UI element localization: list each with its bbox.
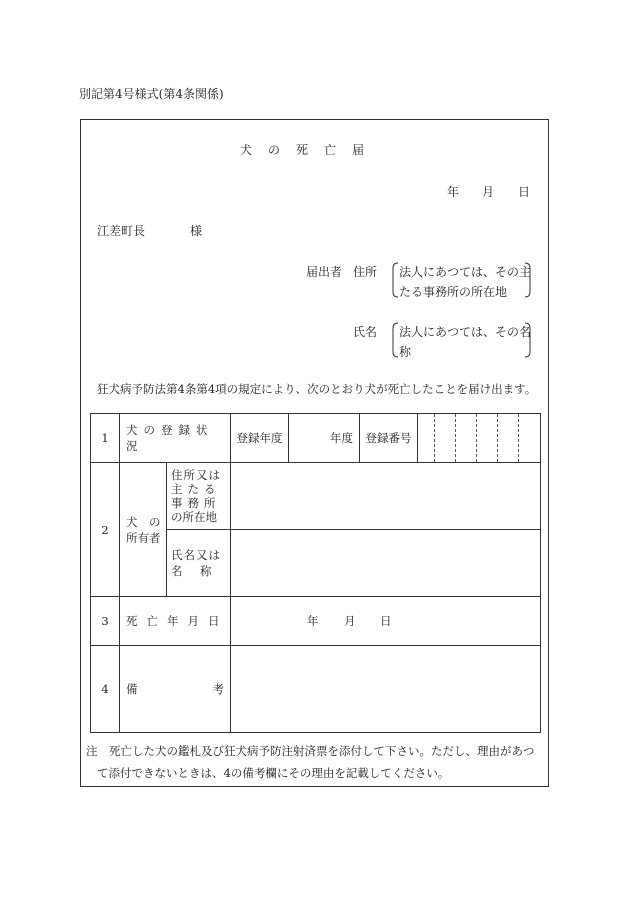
left-brace [391, 322, 399, 358]
row-number: 4 [91, 646, 120, 733]
applicant-address-label: 住所 [353, 265, 378, 279]
registration-number-label: 登録番号 [360, 414, 418, 463]
death-date-field[interactable] [231, 597, 541, 646]
address-label-line: 事務所 [171, 496, 221, 510]
table-row [91, 414, 541, 463]
digit-separator [518, 414, 519, 462]
death-date-label [120, 597, 231, 646]
address-label-line: 住所又は [171, 468, 221, 482]
death-day: 日 [380, 614, 392, 628]
right-brace [524, 322, 532, 358]
address-label-line: の所在地 [171, 510, 217, 524]
addressee-name: 江差町長 [97, 224, 146, 238]
remarks-label-right: 考 [212, 682, 224, 696]
table-row [91, 597, 541, 646]
name-label-line: 氏名又は [171, 548, 221, 562]
date-year: 年 [447, 185, 460, 199]
digit-separator [476, 414, 477, 462]
table-row [91, 463, 541, 530]
owner-label [120, 463, 167, 597]
death-year: 年 [307, 614, 319, 628]
owner-address-label [167, 463, 231, 530]
row-number: 2 [91, 463, 120, 597]
form-number: 別記第4号様式(第4条関係) [79, 87, 224, 101]
registration-year-label: 登録年度 [231, 414, 289, 463]
address-note-line2: たる事務所の所在地 [399, 285, 508, 299]
owner-name-field[interactable] [231, 530, 541, 597]
row-number: 3 [91, 597, 120, 646]
digit-separator [434, 414, 435, 462]
registration-year-field[interactable] [289, 414, 360, 463]
applicant-name-label: 氏名 [353, 325, 378, 339]
remarks-label-left: 備 [126, 682, 138, 696]
table-row [91, 646, 541, 733]
dog-registration-label [120, 414, 231, 463]
addressee-honorific: 様 [190, 224, 203, 238]
row-number: 1 [91, 414, 120, 463]
owner-name-label [167, 530, 231, 597]
year-unit: 年度 [330, 431, 353, 445]
note-line2: て添付できないときは、4の備考欄にその理由を記載してください。 [97, 766, 450, 780]
note-line1: 注 死亡した犬の鑑札及び狂犬病予防注射済票を添付して下さい。ただし、理由があつ [86, 744, 535, 758]
applicant-label: 届出者 [306, 265, 343, 279]
registration-number-field[interactable] [418, 414, 541, 463]
form-title: 犬 の 死 亡 届 [240, 143, 367, 157]
digit-separator [497, 414, 498, 462]
owner-label-line1: 犬 の [126, 514, 161, 529]
address-label-line: 主たる [171, 482, 221, 496]
death-date-text: 死亡年月日 [126, 614, 229, 628]
statement: 狂犬病予防法第4条第4項の規定により、次のとおり犬が死亡したことを届け出ます。 [97, 382, 537, 396]
address-note-line1: 法人にあつては、その主 [399, 265, 532, 279]
dog-death-table [90, 413, 541, 733]
remarks-label [120, 646, 231, 733]
death-month: 月 [344, 614, 356, 628]
name-note-line1: 法人にあつては、その名 [399, 325, 532, 339]
date-month: 月 [482, 185, 495, 199]
owner-label-line2: 所有者 [126, 530, 161, 545]
date-day: 日 [518, 185, 531, 199]
registration-status-text: 犬の登録状況 [126, 423, 214, 453]
right-brace [524, 262, 532, 298]
name-label-line: 名 称 [171, 564, 215, 578]
owner-address-field[interactable] [231, 463, 541, 530]
digit-separator [455, 414, 456, 462]
remarks-field[interactable] [231, 646, 541, 733]
left-brace [391, 262, 399, 298]
name-note-line2: 称 [399, 345, 412, 359]
